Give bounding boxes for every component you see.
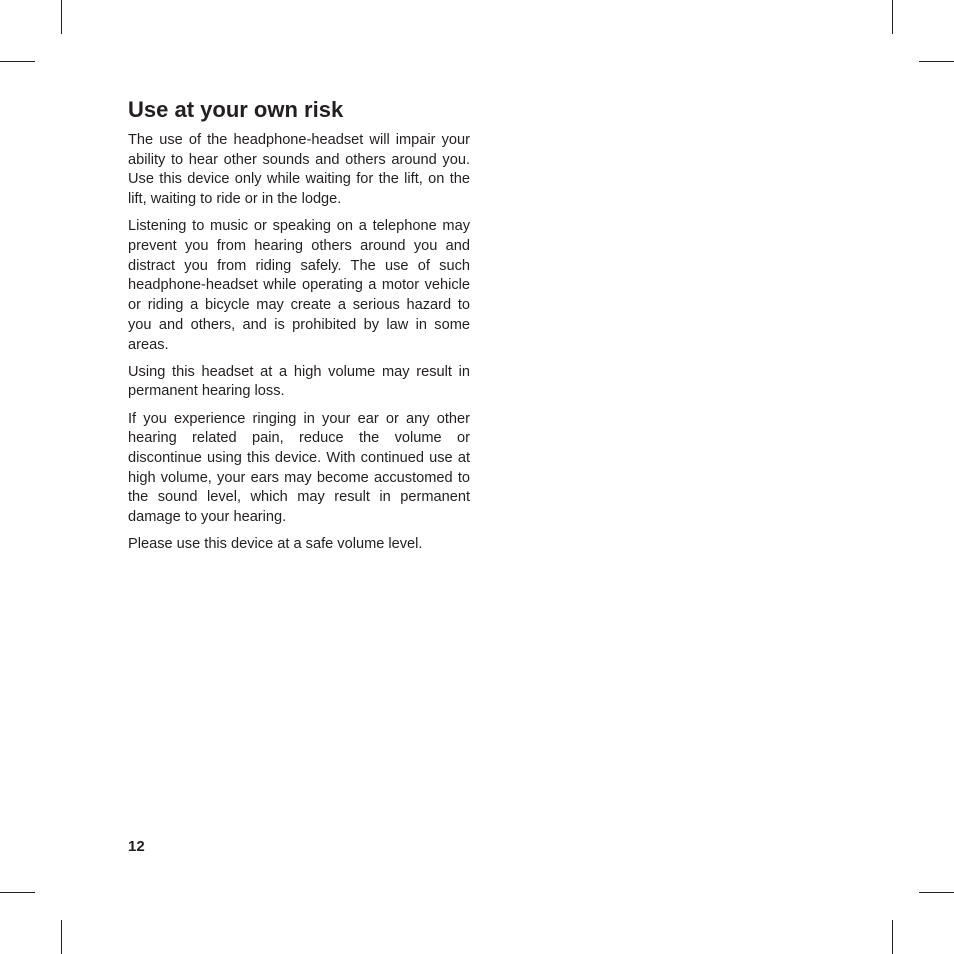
crop-mark-top-left-vertical (61, 0, 62, 34)
crop-mark-bottom-left-vertical (61, 920, 62, 954)
page-number: 12 (128, 838, 145, 855)
paragraph-impair-hearing: The use of the headphone-headset will impair your ability to hear other sounds and others around you. Use this device only while waiting for the lift, on the lift, waiting to ride or in the lodge. (128, 132, 470, 208)
crop-mark-top-right-horizontal (919, 61, 954, 62)
section-title: Use at your own risk (128, 97, 344, 122)
crop-mark-bottom-right-vertical (892, 920, 893, 954)
paragraph-hearing-loss: Using this headset at a high volume may result in permanent hearing loss. (128, 363, 470, 400)
crop-mark-top-left-horizontal (0, 61, 35, 62)
paragraph-safe-volume: Please use this device at a safe volume level. (128, 536, 423, 553)
paragraph-distraction: Listening to music or speaking on a telephone may prevent you from hearing others around you and distract you from riding safely. The use of such headphone-headset while operating a motor vehicle or riding a bicycle may create a serious hazard to you and others, and is prohibited by law in some areas. (128, 218, 470, 353)
crop-mark-bottom-left-horizontal (0, 892, 35, 893)
crop-mark-bottom-right-horizontal (919, 892, 954, 893)
crop-mark-top-right-vertical (892, 0, 893, 34)
paragraph-ringing: If you experience ringing in your ear or any other hearing related pain, reduce the volume or discontinue using this device. With continued use at high volume, your ears may become accustomed to the sound level, which may result in permanent damage to your hearing. (128, 410, 470, 526)
section-body (128, 131, 470, 563)
